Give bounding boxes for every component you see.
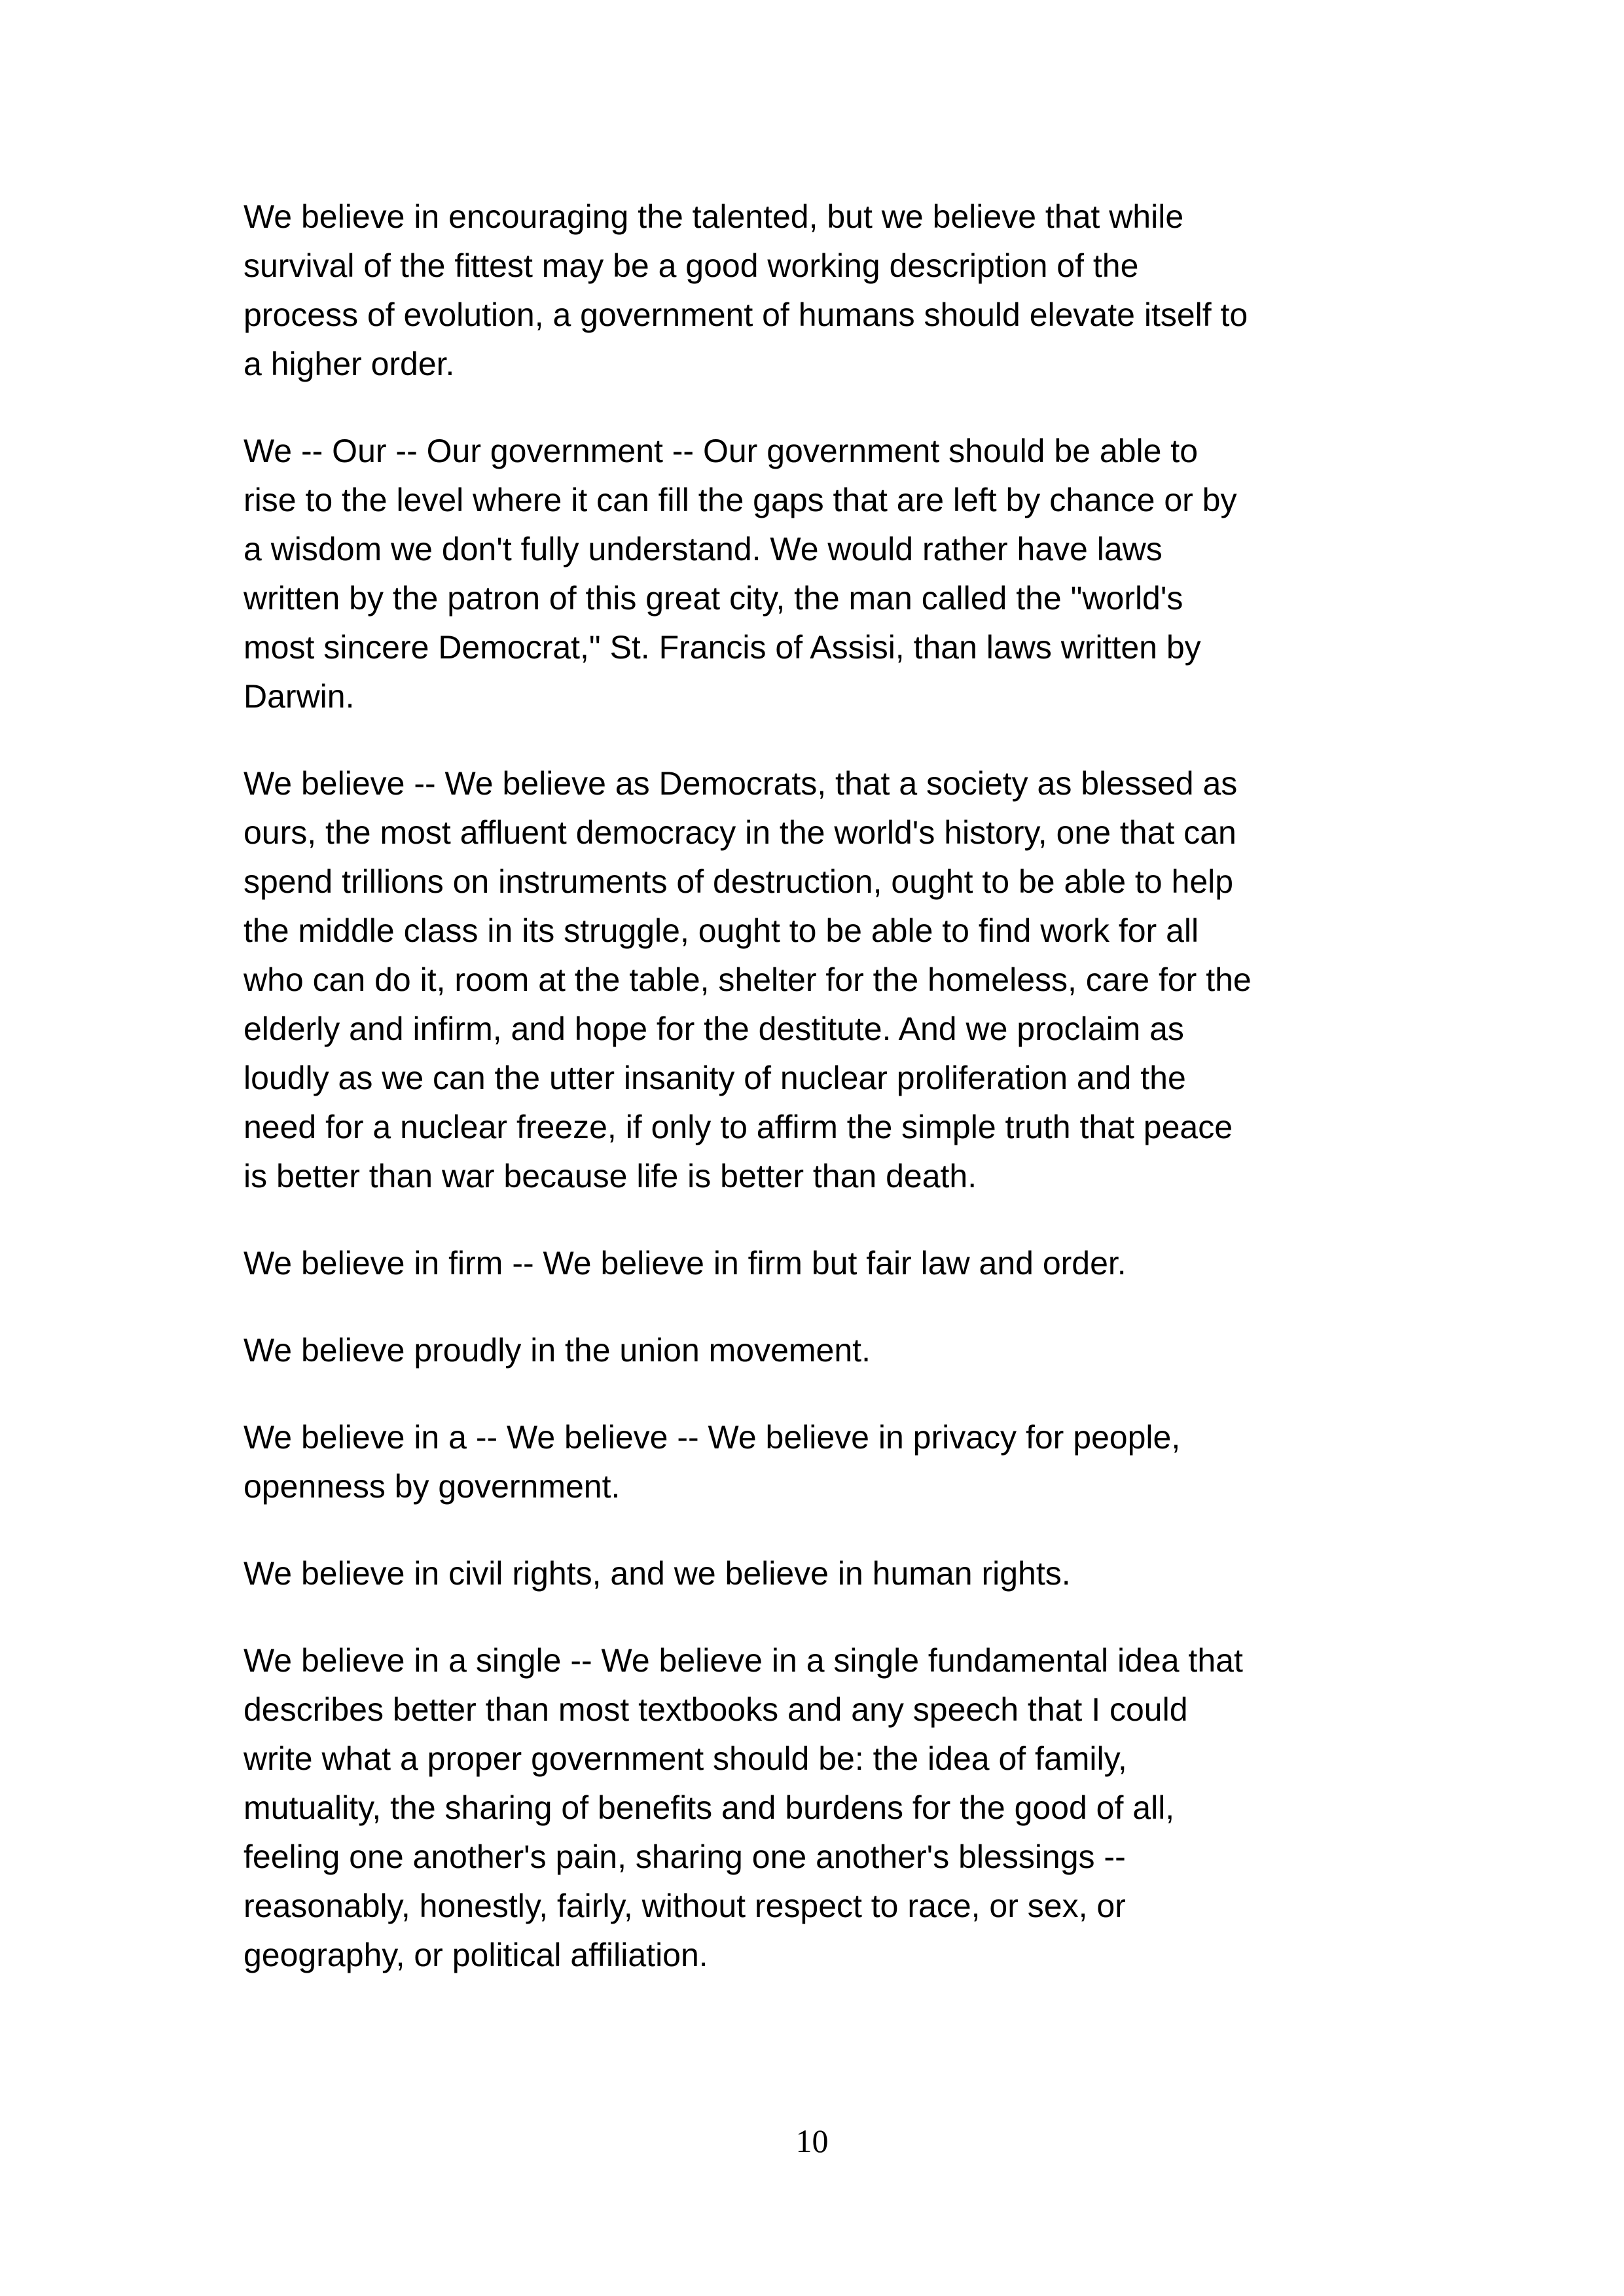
text-line: openness by government. [244, 1468, 621, 1505]
text-line: need for a nuclear freeze, if only to affirm the simple truth that peace [244, 1109, 1233, 1145]
text-line: loudly as we can the utter insanity of nuclear proliferation and the [244, 1060, 1186, 1096]
text-line: most sincere Democrat," St. Francis of Assisi, than laws written by [244, 629, 1201, 666]
text-line: We believe in encouraging the talented, but we believe that while [244, 198, 1184, 235]
paragraph [244, 1636, 1435, 1980]
text-line: We believe in a -- We believe -- We believe in privacy for people, [244, 1419, 1181, 1456]
document-text [244, 192, 1435, 2018]
text-line: survival of the fittest may be a good working description of the [244, 247, 1139, 284]
paragraph [244, 1549, 1435, 1598]
text-line: the middle class in its struggle, ought to be able to find work for all [244, 912, 1199, 949]
text-line: Darwin. [244, 678, 355, 715]
text-line: elderly and infirm, and hope for the destitute. And we proclaim as [244, 1011, 1184, 1047]
text-line: process of evolution, a government of humans should elevate itself to [244, 296, 1248, 333]
text-line: a higher order. [244, 346, 455, 382]
text-line: mutuality, the sharing of benefits and burdens for the good of all, [244, 1789, 1175, 1826]
text-line: spend trillions on instruments of destruction, ought to be able to help [244, 863, 1234, 900]
paragraph [244, 1326, 1435, 1375]
paragraph [244, 1239, 1435, 1288]
text-line: rise to the level where it can fill the gaps that are left by chance or by [244, 482, 1237, 518]
text-line: We believe in firm -- We believe in firm but fair law and order. [244, 1245, 1127, 1282]
paragraph [244, 192, 1435, 389]
text-line: We believe in civil rights, and we believe in human rights. [244, 1555, 1071, 1592]
page-number: 10 [795, 2123, 829, 2159]
text-line: is better than war because life is better than death. [244, 1158, 977, 1194]
text-line: describes better than most textbooks and any speech that I could [244, 1691, 1188, 1728]
text-line: geography, or political affiliation. [244, 1937, 708, 1973]
text-line: ours, the most affluent democracy in the world's history, one that can [244, 814, 1236, 851]
paragraph [244, 759, 1435, 1201]
paragraph [244, 1413, 1435, 1511]
text-line: We believe -- We believe as Democrats, that a society as blessed as [244, 765, 1238, 802]
text-line: written by the patron of this great city, the man called the "world's [244, 580, 1183, 617]
paragraph [244, 427, 1435, 721]
text-line: We believe in a single -- We believe in a single fundamental idea that [244, 1642, 1243, 1679]
text-line: who can do it, room at the table, shelter for the homeless, care for the [244, 961, 1252, 998]
text-line: write what a proper government should be: the idea of family, [244, 1740, 1127, 1777]
text-line: We -- Our -- Our government -- Our government should be able to [244, 433, 1199, 469]
text-line: We believe proudly in the union movement. [244, 1332, 871, 1369]
text-line: a wisdom we don't fully understand. We would rather have laws [244, 531, 1163, 567]
text-line: reasonably, honestly, fairly, without respect to race, or sex, or [244, 1888, 1126, 1924]
text-line: feeling one another's pain, sharing one another's blessings -- [244, 1839, 1126, 1875]
